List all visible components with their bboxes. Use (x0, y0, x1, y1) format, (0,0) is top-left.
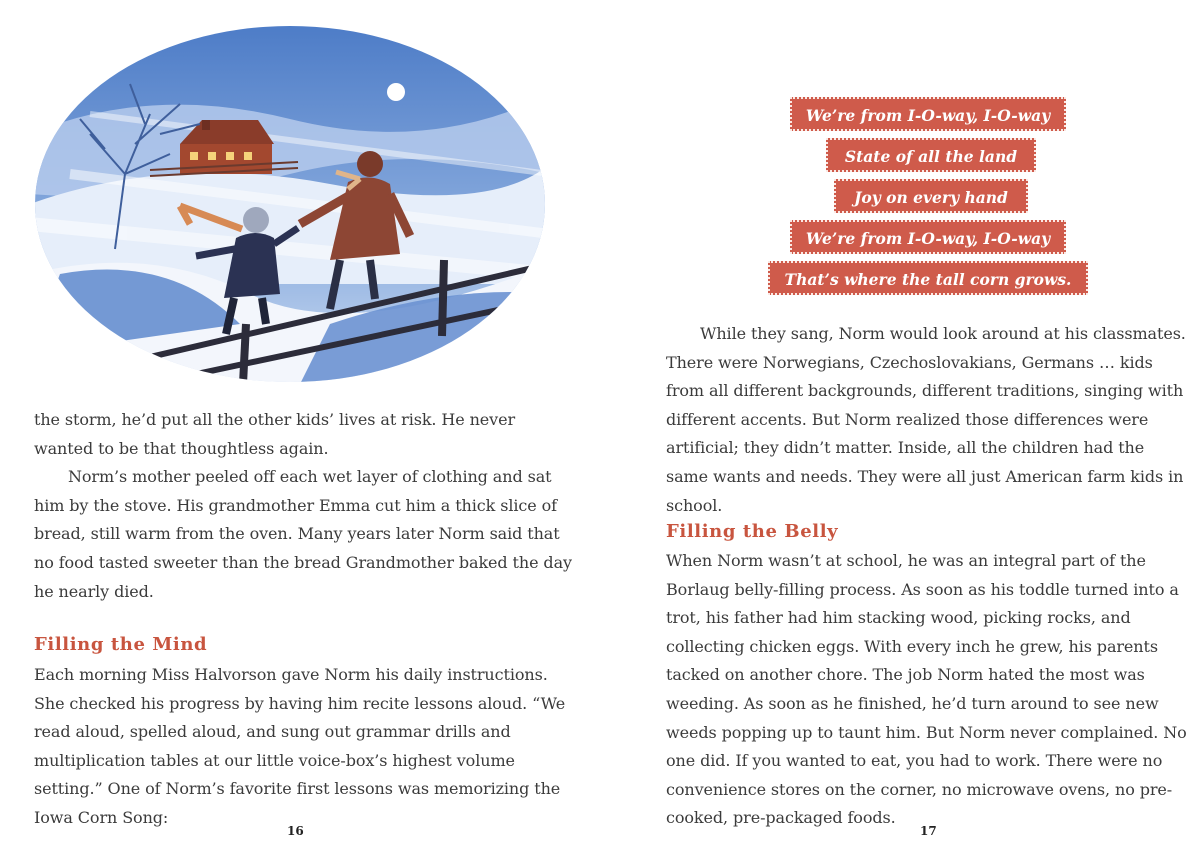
subhead-filling-the-belly: Filling the Belly (666, 521, 839, 542)
subhead-filling-the-mind: Filling the Mind (34, 634, 208, 655)
song-line-3: Joy on every hand (834, 179, 1028, 213)
left-body-paragraphs (34, 406, 574, 606)
page-number: 17 (920, 824, 937, 838)
right-body-classmates (666, 320, 1191, 520)
paragraph-storm: the storm, he’d put all the other kids’ lives at risk. He never wanted to be that thoughtless again. (34, 410, 516, 458)
song-line-5: That’s where the tall corn grows. (768, 261, 1088, 295)
paragraph-classmates: While they sang, Norm would look around at his classmates. There were Norwegians, Czechoslovakians, Germans … kids from all different backgrounds, different traditions, singing with different accents. But Norm realized those differences were artificial; they didn’t matter. Inside, all the children had the same wants and needs. They were all just American farm kids in school. (666, 324, 1186, 515)
paragraph-belly: When Norm wasn’t at school, he was an integral part of the Borlaug belly-filling process. As soon as his toddle turned into a trot, his father had him stacking wood, picking rocks, and collecting chicken eggs. With every inch he grew, his parents tacked on another chore. The job Norm hated the most was weeding. As soon as he finished, he’d turn around to see new weeds popping up to taunt him. But Norm never complained. No one did. If you wanted to eat, you had to work. There were no convenience stores on the corner, no microwave ovens, no pre-cooked, pre-packaged foods. (666, 551, 1187, 828)
song-line-1: We’re from I-O-way, I-O-way (790, 97, 1066, 131)
page-number: 16 (287, 824, 304, 838)
left-body-mind (34, 661, 574, 833)
paragraph-bread: Norm’s mother peeled off each wet layer of clothing and sat him by the stove. His grandmother Emma cut him a thick slice of bread, still warm from the oven. Many years later Norm said that no food tasted sweeter than the bread Grandmother baked the day he nearly died. (34, 467, 572, 601)
winter-storm-illustration (30, 24, 550, 404)
song-line-2: State of all the land (826, 138, 1036, 172)
song-line-4: We’re from I-O-way, I-O-way (790, 220, 1066, 254)
right-body-belly (666, 547, 1191, 833)
paragraph-mind: Each morning Miss Halvorson gave Norm his daily instructions. She checked his progress by having him recite lessons aloud. “We read aloud, spelled aloud, and sung out grammar drills and multiplication tables at our little voice-box’s highest volume setting.” One of Norm’s favorite first lessons was memorizing the Iowa Corn Song: (34, 665, 566, 827)
right-page (600, 0, 1200, 843)
